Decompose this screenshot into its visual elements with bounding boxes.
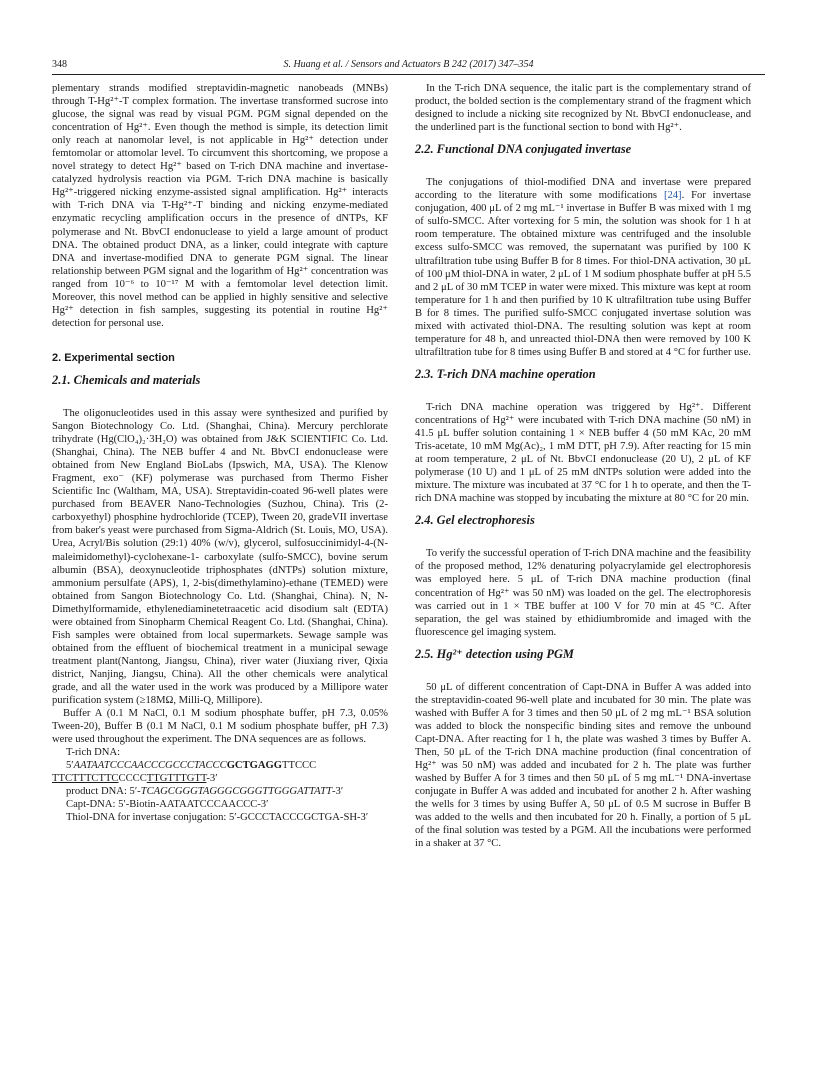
header-rule: [52, 74, 765, 75]
invertase-text-b: . For invertase conjugation, 400 μL of 2 mg mL⁻¹ invertase in Buffer B was mixed with 1 mg of sulfo-SMCC. After vortexing for 5 min, the solution was shook for 1 h at room temperature. The obtained mixture was centrifuged and the insoluble excess sulfo-SMCC was removed, the supernatant was purified by 100 K ultrafiltration tube using Buffer B for 8 times. For thiol-DNA activation, 30 μL of 100 μM thiol-DNA in water, 2 μL of 1 M sodium phosphate buffer at pH 5.5 and 2 μL of 30 mM TCEP in water were mixed. This mixture was kept at room temperature for 1 h and then purified by 10 K ultrafiltration tube using Buffer B for 8 times. The purified sulfo-SMCC conjugated invertase solution was mixed with activated thiol-DNA. The resulting solution was kept at room temperature for 48 h, and unreacted thiol-DNA then were removed by 100 K ultrafiltration tube for 8 times using Buffer B and stored at 4 °C for further use.: [415, 190, 751, 358]
seq-trich-prime: 5′: [66, 760, 74, 772]
section-heading-experimental: 2. Experimental section: [52, 351, 175, 364]
left-column: [52, 82, 388, 824]
citation-link[interactable]: [24]: [663, 190, 682, 202]
sequence-legend-paragraph: In the T-rich DNA sequence, the italic part is the complementary strand of product, the bolded section is the complementary strand of the fragment which designed to include a nicking site recognized by Nt. BbvCI endonuclease, and the underlined part is the functional section to bond with Hg²⁺.: [415, 83, 751, 134]
machine-paragraph: T-rich DNA machine operation was triggered by Hg²⁺. Different concentrations of Hg²⁺ were incubated with T-rich DNA machine (50 nM) in 41.5 μL buffer solution containing 1 × NEB buffer 4 (50 mM KAc, 20 mM Tris-acetate, 10 mM Mg(Ac)₂, 1 mM DTT, pH 7.9). After reacting for 15 min at room temperature, 2 μL of Nt. BbvCI endonuclease (20 U), 2 μL of KF polymerase (10 U) and 1 μL of 25 mM dNTPs solution were added into the mixture. The mixture was incubated at 37 °C for 1 h to operate, and then the T-rich DNA machine was stopped by incubating the mixture at 80 °C for 20 min.: [415, 401, 751, 505]
seq-trich-label: T-rich DNA:: [66, 747, 121, 759]
buffers-paragraph: Buffer A (0.1 M NaCl, 0.1 M sodium phosphate buffer, pH 7.3, 0.05% Tween-20), Buffer B (0.1 M NaCl, 0.1 M sodium phosphate buffer, pH 7.3) were used throughout the experiment. The DNA sequences are as follows.: [52, 708, 388, 746]
seq-trich-underline-1: TTCTTTCTTC: [52, 773, 119, 785]
invertase-text-a: The conjugations of thiol-modified DNA and invertase were prepared according to the literature with some modifications: [415, 177, 751, 202]
subsection-heading-gel: 2.4. Gel electrophoresis: [415, 513, 535, 528]
page-number: 348: [52, 59, 67, 70]
seq-trich-italic: AATAATCCCAACCCGCCCTACCC: [73, 760, 227, 772]
pgm-paragraph: 50 μL of different concentration of Capt-DNA in Buffer A was added into the streptavidin-coated 96-well plate and incubated for 30 min. The plate was washed with Buffer A for 3 times and then 50 μL of 2 mg mL⁻¹ BSA solution was added to block the nonspecific binding sites and remove the unbound Capt-DNA. After reacting for 1 h, the plate was washed 3 times by Buffer A. Then, 50 μL of the T-rich DNA machine production (final concentration of Hg²⁺ was 50 nM) was added and incubated for 2 h. The plate was further washed by Buffer A for 3 times and then 50 μL of 5 mg mL⁻¹ DNA-invertase conjugate in Buffer A was added and incubated for another 2 h. After washing the wells for 3 times by using Buffer A, 50 μL of 0.5 M sucrose in Buffer B was added to the wells and then incubated for 20 h. Finally, a portion of 5 μL of the final solution was tested by a PGM. All the incubations were performed in a shaker at 37 °C.: [415, 681, 751, 850]
gel-paragraph: To verify the successful operation of T-rich DNA machine and the feasibility of the proposed method, 12% denaturing polyacrylamide gel electrophoresis was employed here. 5 μL of T-rich DNA machine production (final concentration of Hg²⁺ was 50 nM) was loaded on the gel. The electrophoresis was carried out in 1 × TBE buffer at 100 V for 70 min at 45 °C. After separation, the gel was stained by ethidiumbromide and imaged with the fluorescence gel imaging system.: [415, 548, 751, 638]
subsection-heading-invertase: 2.2. Functional DNA conjugated invertase: [415, 142, 632, 157]
seq-product-end: -3′: [332, 786, 344, 798]
subsection-heading-machine: 2.3. T-rich DNA machine operation: [415, 366, 596, 381]
seq-trich: [52, 759, 388, 772]
seq-thiol: Thiol-DNA for invertase conjugation: 5′-GCCCTACCCGCTGA-SH-3′: [66, 812, 369, 824]
running-header: [52, 58, 765, 72]
journal-citation: S. Huang et al. / Sensors and Actuators B 242 (2017) 347–354: [283, 59, 534, 70]
subsection-heading-pgm: 2.5. Hg²⁺ detection using PGM: [415, 646, 574, 661]
intro-paragraph: plementary strands modified streptavidin-magnetic nanobeads (MNBs) through T-Hg²⁺-T complex formation. The invertase transformed sucrose into glucose, the signal was read by visual PGM. PGM signal depended on the concentration of Hg²⁺. Even though the method is simple, its detection limit only reach at nanomolar level, is not applicable in Hg²⁺ detection under femtomolar or attomolar level. To circumvent this shortcoming, we propose a novel strategy to detect Hg²⁺ based on T-rich DNA machine and invertase-catalyzed hydrolysis reaction via PGM. T-rich DNA machine is basically Hg²⁺-triggered nicking enzyme-assisted signal amplification. Hg²⁺ interacts with T-rich DNA via T-Hg²⁺-T binding and nicking enzyme-mediated enzymatic recycling amplification occurs in the presence of dNTPs, KF polymerase and Nt. BbvCI endonuclease to yield a large amount of product DNA. The obtained product DNA, as a linker, could integrate with capture DNA and invertase-modified DNA to generate PGM signal. The linear relationship between PGM signal and the logarithm of Hg²⁺ concentration was ranged from 10⁻⁶ to 10⁻¹⁷ M with a femtomolar level detection limit. Moreover, this novel method can be applied in highly sensitive and selective Hg²⁺ detection in fish samples, suggesting its potential in routine Hg²⁺ detection for personal use.: [52, 83, 388, 329]
chemicals-paragraph: The oligonucleotides used in this assay were synthesized and purified by Sangon Biotechnology Co. Ltd. (Shanghai, China). Mercury perchlorate trihydrate (Hg(ClO₄)₂·3H₂O) was obtained from J&K SCIENTIFIC Co. Ltd. (Shanghai, China). The NEB buffer 4 and Nt. BbvCI endonuclease were obtained from New England BioLabs (Ipswich, MA, USA). The Klenow Fragment, exo⁻ (KF) polymerase was purchased from Thermo Fisher Scientific Inc (Waltham, MA, USA). Streptavidin-coated 96-well plates were purchased from BEAVER Nano-Technologies (Suzhou, China). Tris (2-carboxyethyl) phosphine hydrochloride (TCEP), Tween 20, gradeVII invertase from baker's yeast were purchased from Sigma-Aldrich (St. Louis, MO, USA). Urea, Acryl/Bis solution (29:1) 40% (w/v), glycerol, sulfosuccinimidyl-4-(N-maleimidomethyl)-cyclohexane-1- carboxylate (sulfo-SMCC), bovine serum albumin (BSA), deoxynucleotide triphosphates (dNTPs) solution mixture, ammonium persulfate (APS), 1, 2-bis(dimethylamino)-ethane (TEMED) were obtained from Sangon Biotechnology Co. Ltd. (Shanghai, China). N, N-Dimethylformamide, ethylenediaminetetraacetic acid disodium salt (EDTA) were obtained from Sinopharm Chemical Reagent Co. Ltd. (Shanghai, China). Fish samples were obtained from local supermarkets. Sewage sample was obtained from the effluent of biochemical treatment in a municipal sewage treatment plant(Nantong, Jiangsu, China), river water (Jiuxiang river, Qixia district, Nanjing, Jiangsu, China). All the other chemicals were analytical grade, and all the water used in the work was produced by a Millipore water purification system (≥18MΩ, Milli-Q, Millipore).: [52, 407, 388, 707]
seq-product-label: product DNA: 5′-: [66, 786, 141, 798]
seq-product: [52, 785, 388, 798]
seq-trich-plain: TTCCC: [282, 760, 317, 772]
seq-capt: Capt-DNA: 5′-Biotin-AATAATCCCAACCC-3′: [66, 799, 269, 811]
seq-trich-end: -3′: [206, 773, 218, 785]
seq-trich-plain-2: CCCC: [118, 773, 147, 785]
invertase-paragraph: [415, 176, 751, 359]
seq-product-sequence: TCAGCGGGTAGGGCGGGTTGGGATTATT: [140, 786, 333, 798]
seq-trich-line2: [52, 772, 388, 785]
seq-trich-underline-2: TTGTTTGTT: [146, 773, 207, 785]
subsection-heading-chemicals: 2.1. Chemicals and materials: [52, 372, 201, 387]
seq-trich-bold: GCTGAGG: [226, 760, 283, 772]
right-column: [415, 82, 751, 850]
